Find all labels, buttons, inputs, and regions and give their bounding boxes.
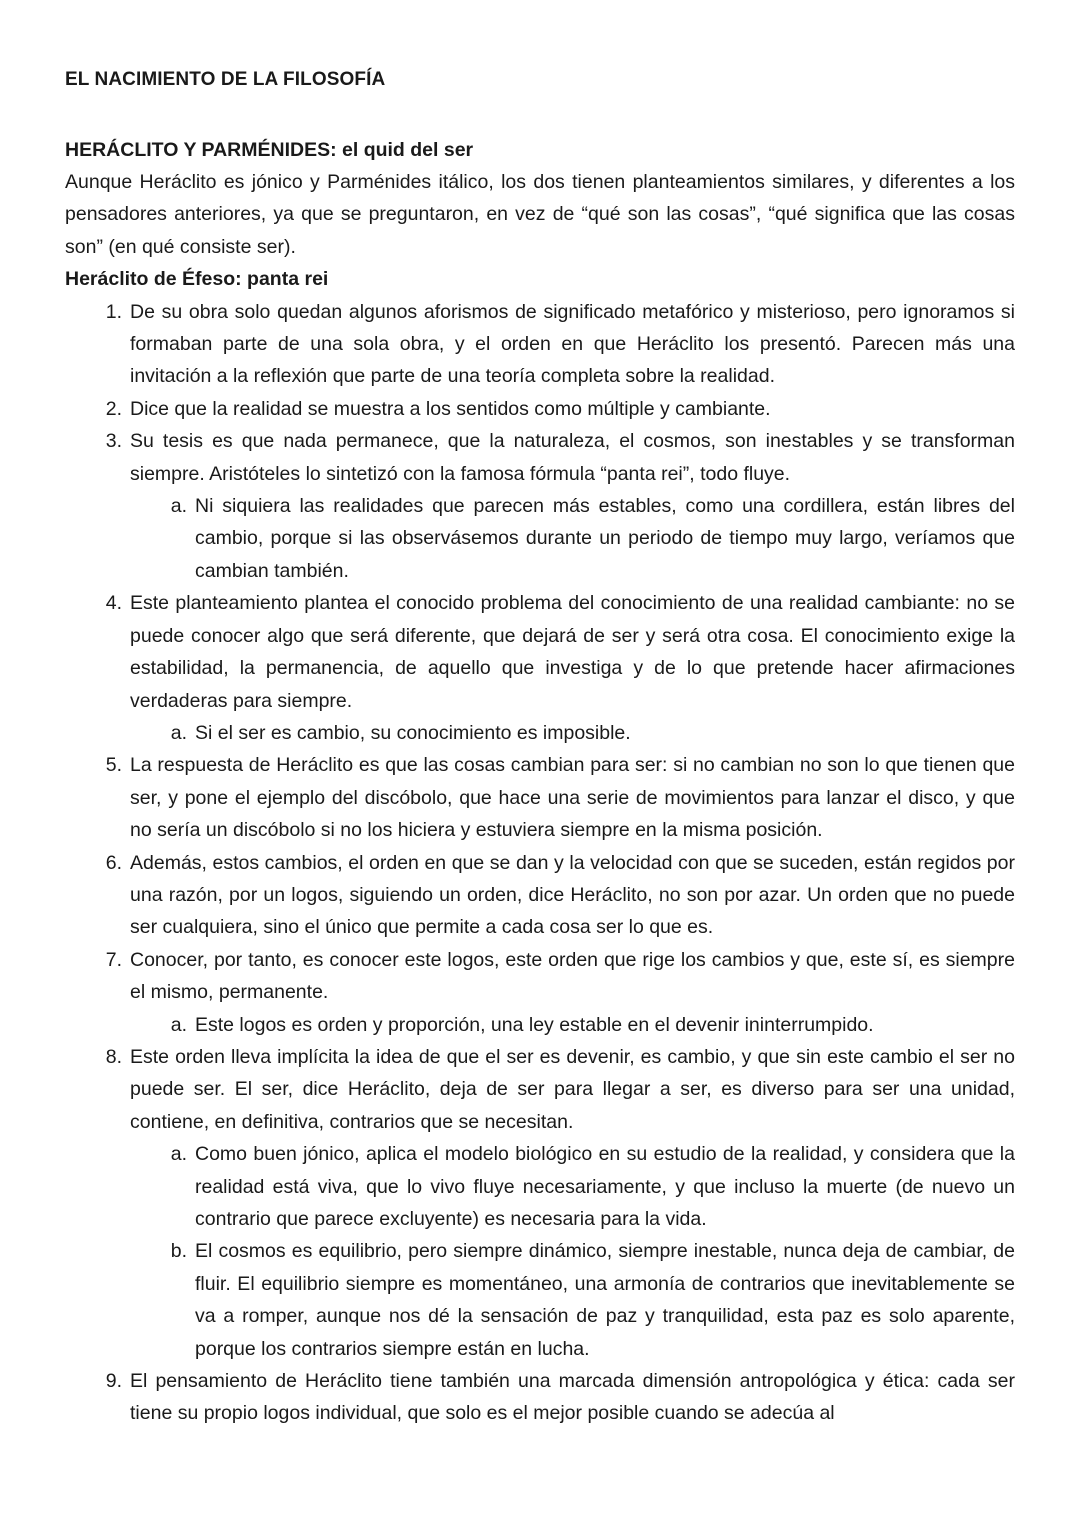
list-item [105,847,1015,944]
sub-list [130,717,1015,749]
list-item [105,1365,1015,1430]
list-item [105,425,1015,587]
sub-list-item-letter: a. [170,721,187,744]
list-item-number: 5. [105,754,122,777]
sub-list-item-text: Ni siquiera las realidades que parecen más estables, como una cordillera, están libres del cambio, porque si las observásemos durante un periodo de tiempo muy largo, veríamos que cambian también. [195,495,1015,582]
numbered-list [65,296,1015,1430]
sub-list-item [170,490,1015,587]
sub-list-item-text: El cosmos es equilibrio, pero siempre dinámico, siempre inestable, nunca deja de cambiar, de fluir. El equilibrio siempre es momentáneo, una armonía de contrarios que inevitablemente se va a romper, aunque nos dé la sensación de paz y tranquilidad, esta paz es solo aparente, porque los contrarios siempre están en lucha. [195,1240,1015,1360]
list-item-number: 1. [105,300,122,323]
sub-list-item-letter: a. [170,495,187,518]
section-title [65,134,1015,166]
sub-list-item-letter: b. [170,1240,187,1263]
list-item-number: 4. [105,592,122,615]
list-item-number: 6. [105,851,122,874]
sub-list [130,490,1015,587]
list-item-number: 8. [105,1045,122,1068]
section-title-bold: HERÁCLITO Y PARMÉNIDES: [65,139,337,161]
list-item-text: Su tesis es que nada permanece, que la naturaleza, el cosmos, son inestables y se transforman siempre. Aristóteles lo sintetizó con la famosa fórmula “panta rei”, todo fluye. [130,430,1015,485]
list-item-text: De su obra solo quedan algunos aforismos de significado metafórico y misterioso, pero ignoramos si formaban parte de una sola obra, y el orden en que Heráclito los presentó. Parecen más una invitación a la reflexión que parte de una teoría completa sobre la realidad. [130,300,1015,388]
list-item-text: Este orden lleva implícita la idea de que el ser es devenir, es cambio, y que sin este cambio el ser no puede ser. El ser, dice Heráclito, deja de ser para llegar a ser, es diverso para ser una unidad, contiene, en definitiva, contrarios que se necesitan. [130,1045,1015,1133]
sub-list [130,1138,1015,1365]
sub-list-item-letter: a. [170,1013,187,1036]
list-item-text: Conocer, por tanto, es conocer este logos, este orden que rige los cambios y que, este sí, es siempre el mismo, permanente. [130,948,1015,1004]
document-title: EL NACIMIENTO DE LA FILOSOFÍA [65,69,386,90]
list-item-number: 3. [105,430,122,453]
list-item-text: El pensamiento de Heráclito tiene también una marcada dimensión antropológica y ética: cada ser tiene su propio logos individual, que solo es el mejor posible cuando se adecúa al [130,1370,1015,1425]
list-item-text: Este planteamiento plantea el conocido problema del conocimiento de una realidad cambiante: no se puede conocer algo que será diferente, que dejará de ser y será otra cosa. El conocimiento exige la estabilidad, la permanencia, de aquello que investiga y de lo que pretende hacer afirmaciones verdaderas para siempre. [130,592,1015,712]
list-item-number: 2. [105,397,122,420]
sub-list-item [170,1138,1015,1235]
list-item-text: La respuesta de Heráclito es que las cosas cambian para ser: si no cambian no son lo que tienen que ser, y pone el ejemplo del discóbolo, que hace una serie de movimientos para lanzar el disco, y que no sería un discóbolo si no los hiciera y estuviera siempre en la misma posición. [130,754,1015,842]
list-item-text: Además, estos cambios, el orden en que se dan y la velocidad con que se suceden, están regidos por una razón, por un logos, siguiendo un orden, dice Heráclito, no son por azar. Un orden que no puede ser cualquiera, sino el único que permite a cada cosa ser lo que es. [130,851,1015,939]
list-item [105,749,1015,846]
list-item-number: 9. [105,1370,122,1393]
list-item [105,1041,1015,1365]
sub-list-item [170,1009,1015,1041]
list-item [105,296,1015,393]
sub-list-item-text: Si el ser es cambio, su conocimiento es imposible. [195,721,631,744]
sub-list-item [170,1235,1015,1365]
subsection-heading: Heráclito de Éfeso: panta rei [65,268,329,291]
sub-list-item-text: Este logos es orden y proporción, una ley estable en el devenir ininterrumpido. [195,1013,874,1036]
sub-list-item-text: Como buen jónico, aplica el modelo biológico en su estudio de la realidad, y considera que la realidad está viva, que lo vivo fluye necesariamente, y que incluso la muerte (de nuevo un contrario que parece excluyente) es necesaria para la vida. [195,1143,1015,1230]
sub-list-item-letter: a. [170,1143,187,1166]
section-intro: Aunque Heráclito es jónico y Parménides itálico, los dos tienen planteamientos similares, y diferentes a los pensadores anteriores, ya que se preguntaron, en vez de “qué son las cosas”, “qué significa que las cosas son” (en qué consiste ser). [65,171,1015,258]
list-item [105,393,1015,425]
sub-list-item [170,717,1015,749]
list-item-number: 7. [105,948,122,971]
list-item [105,944,1015,1041]
sub-list [130,1009,1015,1041]
list-item [105,587,1015,749]
list-item-text: Dice que la realidad se muestra a los sentidos como múltiple y cambiante. [130,397,771,420]
section-title-rest: el quid del ser [336,139,474,161]
